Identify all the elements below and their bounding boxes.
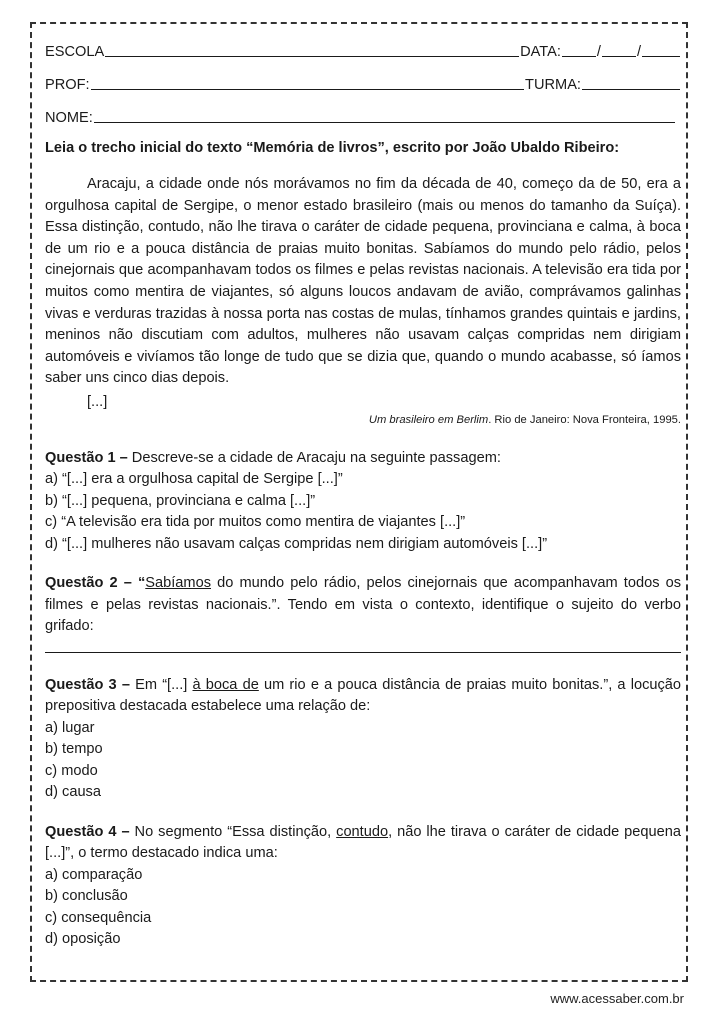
passage-ellipsis: [...]	[87, 393, 108, 410]
question-4-text-after: , não lhe tirava o caráter de cidade pequena [...]”, o termo destacado indica uma:	[45, 823, 682, 862]
source-book-title: Um brasileiro em Berlim	[368, 413, 489, 426]
question-3-option-c[interactable]: c) modo	[45, 762, 98, 779]
nome-label: NOME:	[45, 110, 93, 126]
source-citation	[45, 414, 681, 426]
data-label: DATA:	[520, 44, 561, 60]
question-2-underlined-verb: Sabíamos	[145, 575, 211, 592]
question-4-text-before: No segmento “Essa distinção,	[129, 823, 337, 840]
prof-field[interactable]	[91, 88, 524, 90]
question-3-option-a[interactable]: a) lugar	[45, 719, 95, 736]
source-details: . Rio de Janeiro: Nova Fronteira, 1995.	[488, 413, 681, 426]
question-3-option-b[interactable]: b) tempo	[45, 741, 103, 758]
worksheet	[45, 40, 681, 969]
question-3-text-after: um rio e a pouca distância de praias muito bonitas.”, a locução prepositiva destacada estabelece uma relação de:	[45, 676, 682, 715]
passage-text: Aracaju, a cidade onde nós morávamos no fim da década de 40, começo da de 50, era a orgulhosa capital de Sergipe, o menor estado brasileiro (mais ou menos do tamanho da Suíça). Essa distinção, contudo, não lhe tirava o caráter de cidade pequena, provinciana e calma, à boca de um rio e a pouca distância de praias muito bonitas. Sabíamos do mundo pelo rádio, pelos cinejornais que acompanhavam todos os filmes e pelas revistas nacionais. A televisão era tida por muitos como mentira de viajantes, só alguns loucos andavam de avião, comprávamos galinhas vivas e verduras trazidas à nossa porta nas costas de mulas, tínhamos grandes quintais e jardins, meninos não discutiam com adultos, mulheres não usavam calças compridas nem dirigiam automóveis e vivíamos tão longe de tudo que se dizia que, quando o mundo acabasse, só íamos saber uns cinco dias depois.	[45, 176, 681, 387]
question-1	[45, 448, 681, 556]
question-1-text: Descreve-se a cidade de Aracaju na seguinte passagem:	[127, 449, 501, 466]
question-3-text-before: Em “[...]	[129, 676, 193, 693]
question-1-option-a[interactable]: a) “[...] era a orgulhosa capital de Sergipe [...]”	[45, 471, 343, 488]
question-2	[45, 573, 681, 653]
nome-field[interactable]	[94, 121, 675, 123]
question-4-underlined-word: contudo	[336, 823, 389, 840]
header-prof-row	[45, 73, 681, 93]
question-2-text: do mundo pelo rádio, pelos cinejornais que acompanhavam todos os filmes e pelas revistas nacionais.”. Tendo em vista o contexto, identifique o sujeito do verbo grifado:	[45, 575, 682, 635]
question-4-option-c[interactable]: c) consequência	[45, 909, 152, 926]
data-separator: /	[596, 44, 601, 60]
turma-label: TURMA:	[525, 77, 581, 93]
question-1-label: Questão 1 –	[45, 449, 128, 466]
header-nome-row	[45, 106, 681, 126]
question-1-option-d[interactable]: d) “[...] mulheres não usavam calças compridas nem dirigiam automóveis [...]”	[45, 535, 548, 552]
question-3-option-d[interactable]: d) causa	[45, 784, 101, 801]
question-1-option-c[interactable]: c) “A televisão era tida por muitos como mentira de viajantes [...]”	[45, 514, 466, 531]
data-year-field[interactable]	[642, 55, 680, 57]
question-3-underlined-phrase: à boca de	[192, 676, 259, 693]
data-separator: /	[636, 44, 641, 60]
question-4-option-b[interactable]: b) conclusão	[45, 888, 128, 905]
question-4	[45, 822, 681, 951]
turma-field[interactable]	[582, 88, 680, 90]
question-3	[45, 675, 681, 804]
prof-label: PROF:	[45, 77, 90, 93]
escola-label: ESCOLA	[45, 44, 105, 60]
intro-heading: Leia o trecho inicial do texto “Memória de livros”, escrito por João Ubaldo Ribeiro:	[45, 140, 620, 156]
data-month-field[interactable]	[602, 55, 636, 57]
question-4-label: Questão 4 –	[45, 823, 130, 840]
question-3-label: Questão 3 –	[45, 676, 130, 693]
escola-field[interactable]	[105, 55, 519, 57]
question-4-option-a[interactable]: a) comparação	[45, 866, 143, 883]
header-escola-row	[45, 40, 681, 60]
question-2-quote-open: “	[131, 575, 146, 592]
question-1-option-b[interactable]: b) “[...] pequena, provinciana e calma [...]”	[45, 492, 316, 509]
question-2-label: Questão 2 –	[45, 575, 132, 592]
question-4-option-d[interactable]: d) oposição	[45, 931, 121, 948]
question-2-answer-line[interactable]	[45, 638, 681, 653]
data-day-field[interactable]	[562, 55, 596, 57]
site-url-footer: www.acessaber.com.br	[550, 991, 684, 1006]
